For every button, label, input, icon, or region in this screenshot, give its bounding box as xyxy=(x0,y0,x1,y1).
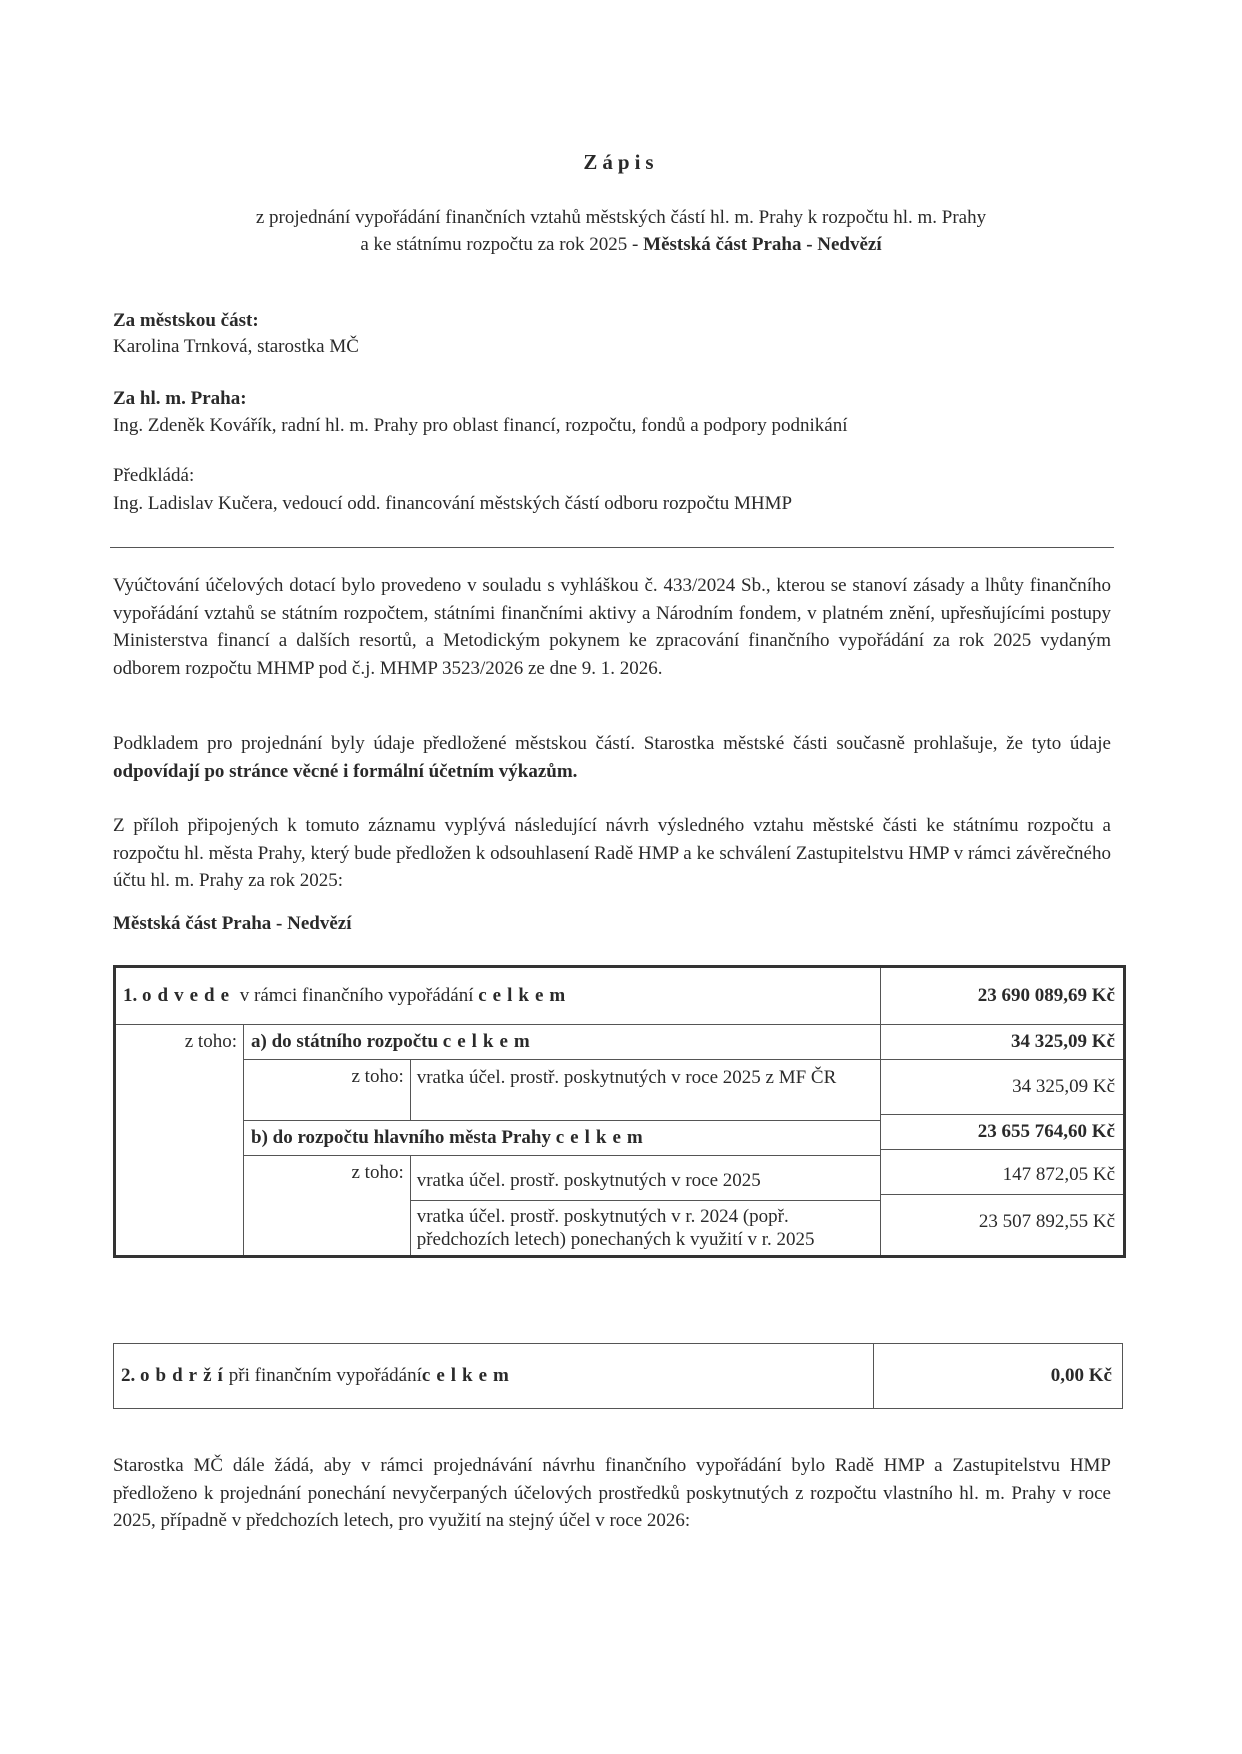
paragraph-proposal: Z příloh připojených k tomuto záznamu vyplývá následující návrh výsledného vztahu městské části ke státnímu rozpočtu a rozpočtu hl. města Prahy, který bude předložen k odsouhlasení Radě HMP a ke schválení Zastupitelstvu HMP v rámci závěrečného účtu hl. m. Prahy za rok 2025: xyxy=(113,815,1111,891)
spaced-keyword: celkem xyxy=(442,1031,536,1052)
amounts-subtable xyxy=(881,1025,1123,1249)
table-row xyxy=(244,1156,880,1201)
subtitle-line1: z projednání vypořádání finančních vztahů městských částí hl. m. Prahy k rozpočtu hl. m. Prahy xyxy=(255,207,987,228)
spaced-keyword: celkem xyxy=(421,1365,515,1386)
row-b-label xyxy=(244,1121,880,1156)
spaced-keyword: odvede xyxy=(142,985,235,1006)
row-a-amount: 34 325,09 Kč xyxy=(1011,1031,1115,1052)
table-row xyxy=(115,1025,1125,1257)
row-a-label xyxy=(244,1025,880,1060)
subtitle-line2-bold: Městská část Praha - Nedvězí xyxy=(643,234,882,255)
table-row xyxy=(115,967,1125,1025)
spaced-keyword: celkem xyxy=(555,1127,649,1148)
row-a1-label: vratka účel. prostř. poskytnutých v roce 2025 z MF ČR xyxy=(410,1060,880,1121)
mc-label: Za městskou část: xyxy=(113,310,259,331)
paragraph-request: Starostka MČ dále žádá, aby v rámci projednávání návrhu finančního vypořádání bylo Radě HMP a Zastupitelstvu HMP předloženo k projednání ponechání nevyčerpaných účelových prostředků poskytnutých z rozpočtu vlastního hl. m. Prahy v roce 2025, případně v předchozích letech, pro využití na stejný účel v roce 2026: xyxy=(113,1455,1111,1531)
hmp-label: Za hl. m. Praha: xyxy=(113,388,247,409)
spaced-keyword: celkem xyxy=(478,985,572,1006)
row-number: 1. xyxy=(123,985,138,1006)
subtable-container xyxy=(244,1025,881,1257)
ztoho-label: z toho: xyxy=(244,1060,410,1121)
presenter-person: Ing. Ladislav Kučera, vedoucí odd. financování městských částí odboru rozpočtu MHMP xyxy=(113,493,793,514)
declaration-text: Podkladem pro projednání byly údaje předložené městskou částí. Starostka městské části současně prohlašuje, že tyto údaje xyxy=(113,733,1111,754)
subtable xyxy=(244,1025,880,1255)
row-text: při finančním vypořádání xyxy=(228,1365,422,1386)
divider-line xyxy=(110,547,1114,548)
row-a-text: a) do státního rozpočtu xyxy=(251,1031,443,1052)
amounts-column xyxy=(881,1025,1125,1257)
spaced-keyword: obdrží xyxy=(140,1365,229,1386)
mc-person: Karolina Trnková, starostka MČ xyxy=(113,336,359,357)
table-row xyxy=(244,1060,880,1121)
receipts-amount: 0,00 Kč xyxy=(1050,1365,1112,1386)
document-title: Zápis xyxy=(583,150,659,174)
row-number: 2. xyxy=(121,1365,136,1386)
settlement-table-payments xyxy=(113,965,1126,1258)
subtitle-line2-plain: a ke státnímu rozpočtu za rok 2025 - xyxy=(360,234,644,255)
section-heading: Městská část Praha - Nedvězí xyxy=(113,913,352,934)
presenter-label: Předkládá: xyxy=(113,465,195,486)
receipts-label xyxy=(114,1344,874,1408)
row-b-text: b) do rozpočtu hlavního města Prahy xyxy=(251,1127,556,1148)
hmp-person: Ing. Zdeněk Kovářík, radní hl. m. Prahy pro oblast financí, rozpočtu, fondů a podpory podnikání xyxy=(113,415,848,436)
declaration-bold: odpovídají po stránce věcné i formální účetním výkazům. xyxy=(113,760,578,782)
paragraph-legal-basis: Vyúčtování účelových dotací bylo provedeno v souladu s vyhláškou č. 433/2024 Sb., kterou se stanoví zásady a lhůty finančního vypořádání vztahů se státním rozpočtem, státními finančními aktivy a Národním fondem, v platném znění, upřesňujícími postupy Ministerstva financí a dalších resortů, a Metodickým pokynem ke zpracování finančního vypořádání za rok 2025 vydaným odborem rozpočtu MHMP pod č.j. MHMP 3523/2026 ze dne 9. 1. 2026. xyxy=(113,575,1111,679)
table-row xyxy=(244,1121,880,1156)
paragraph-declaration xyxy=(113,730,1111,785)
row-b1-label: vratka účel. prostř. poskytnutých v roce 2025 xyxy=(410,1156,880,1201)
row-b2-amount: 23 507 892,55 Kč xyxy=(881,1195,1123,1250)
row-a1-amount: 34 325,09 Kč xyxy=(881,1060,1123,1115)
ztoho-label: z toho: xyxy=(115,1025,244,1257)
row-b1-amount: 147 872,05 Kč xyxy=(881,1150,1123,1195)
table-row xyxy=(244,1025,880,1060)
row-b2-label: vratka účel. prostř. poskytnutých v r. 2024 (popř. předchozích letech) ponechaných k využití v r. 2025 xyxy=(410,1201,880,1256)
ztoho-label: z toho: xyxy=(244,1156,410,1256)
row-text: v rámci finančního vypořádání xyxy=(235,985,479,1006)
row-total-label xyxy=(115,967,881,1025)
row-b-amount: 23 655 764,60 Kč xyxy=(881,1115,1123,1150)
row-total-amount: 23 690 089,69 Kč xyxy=(977,985,1115,1006)
settlement-table-receipts xyxy=(113,1343,1123,1409)
document-subtitle xyxy=(150,204,1092,258)
